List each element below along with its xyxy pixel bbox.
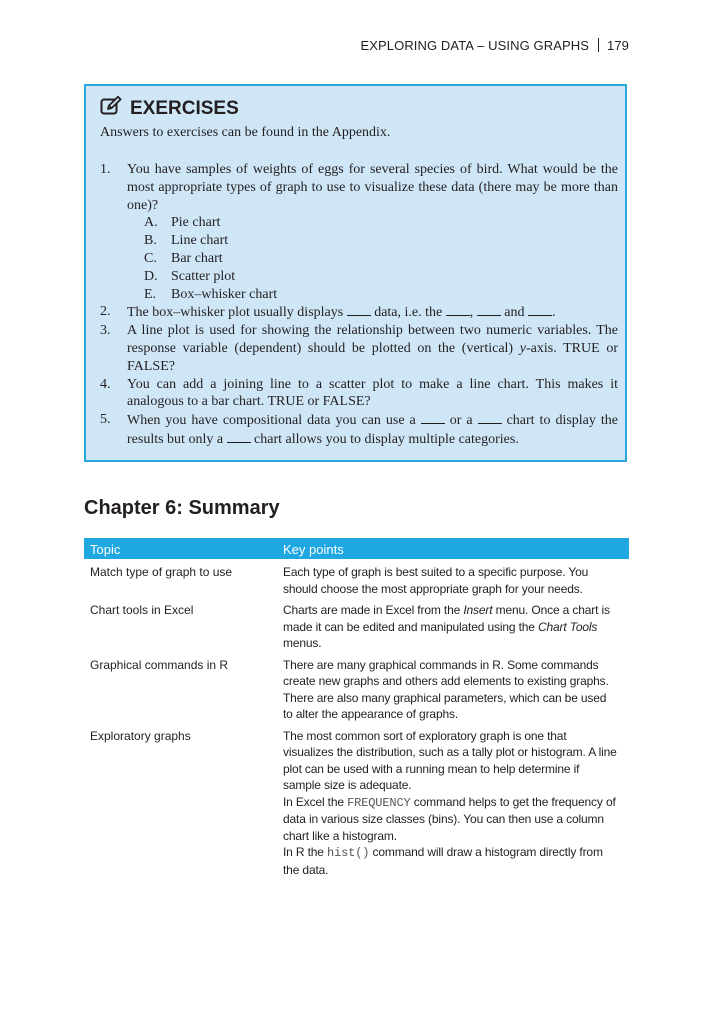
column-header-key-points: Key points — [283, 541, 344, 557]
running-head-divider — [598, 38, 599, 52]
exercise-text-part: chart to display the results but only a — [127, 413, 618, 447]
option-a — [144, 214, 618, 232]
exercise-text-part: or a — [444, 413, 478, 429]
row-key-points: There are many graphical commands in R. Some commands create new graphs and others add elements to existing graphs. There are also many graphical parameters, which can be used to alter the appearance of graphs. — [283, 657, 609, 721]
fill-in-blank — [421, 411, 445, 424]
exercise-item-2 — [100, 303, 618, 322]
key-points-text: Charts are made in Excel from the — [283, 603, 464, 617]
menu-name-chart-tools: Chart Tools — [537, 619, 598, 634]
option-d — [144, 268, 618, 286]
exercise-text-part: -axis. TRUE or FALSE? — [127, 340, 618, 374]
option-e — [144, 286, 618, 304]
key-points-paragraph — [283, 844, 617, 878]
table-row — [84, 728, 629, 879]
exercise-item-1 — [100, 161, 618, 303]
key-points-text: command helps to get the frequency of data in various size classes (bins). You can then use a column chart like a histogram. — [283, 794, 616, 843]
option-letter: D. — [144, 268, 158, 284]
exercise-text-part: When you have compositional data you can use a — [127, 413, 421, 429]
fill-in-blank — [227, 430, 251, 443]
exercise-text-part: The box–whisker plot usually displays — [127, 305, 347, 321]
pencil-on-paper-icon — [100, 96, 130, 122]
exercise-item-5 — [100, 411, 618, 449]
table-row — [84, 657, 629, 723]
exercise-text-part: . — [551, 305, 556, 321]
exercise-text: You have samples of weights of eggs for several species of bird. What would be the most appropriate types of graph to use to visualize these data (there may be more than one)? — [127, 162, 618, 213]
option-text: Pie chart — [171, 215, 221, 231]
row-key-points — [280, 728, 629, 879]
exercise-options — [127, 214, 618, 303]
option-letter: E. — [144, 286, 157, 302]
option-text: Bar chart — [171, 250, 223, 266]
option-text: Scatter plot — [171, 268, 236, 284]
exercise-list — [100, 161, 618, 449]
row-key-points: Each type of graph is best suited to a specific purpose. You should choose the most appropriate graph for your needs. — [283, 565, 589, 596]
table-row — [84, 602, 629, 652]
exercise-number: 4. — [100, 376, 111, 392]
fill-in-blank — [478, 411, 502, 424]
key-points-text: In Excel the — [283, 794, 348, 809]
column-header-topic: Topic — [90, 541, 121, 557]
fill-in-blank — [528, 303, 552, 316]
row-topic: Graphical commands in R — [90, 657, 229, 672]
row-topic: Match type of graph to use — [90, 565, 233, 579]
exercise-text: You can add a joining line to a scatter plot to make a line chart. This makes it analogous to a bar chart. TRUE or FALSE? — [127, 376, 618, 410]
exercise-item-4 — [100, 376, 618, 412]
running-head-section: EXPLORING DATA – USING GRAPHS — [360, 38, 589, 53]
code-frequency: FREQUENCY — [347, 795, 411, 810]
exercise-number: 1. — [100, 162, 111, 177]
fill-in-blank — [347, 303, 371, 316]
key-points-text: menu. Once a chart is made it can be edited and manipulated using the — [283, 603, 610, 634]
key-points-text: In R the — [283, 845, 328, 859]
fill-in-blank — [477, 303, 501, 316]
exercises-heading — [100, 96, 239, 122]
option-c — [144, 250, 618, 268]
running-head — [360, 38, 629, 53]
exercise-text-part: , — [469, 305, 477, 321]
exercise-item-3 — [100, 322, 618, 375]
code-hist: hist() — [327, 846, 370, 860]
exercise-number: 2. — [100, 304, 111, 320]
exercises-title: EXERCISES — [130, 98, 239, 119]
row-topic: Chart tools in Excel — [90, 603, 194, 617]
axis-variable: y — [519, 340, 526, 356]
key-points-text: menus. — [283, 636, 322, 650]
exercise-number: 5. — [100, 412, 111, 428]
fill-in-blank — [446, 303, 470, 316]
exercises-intro: Answers to exercises can be found in the Appendix. — [100, 125, 391, 140]
exercises-box — [84, 84, 627, 462]
exercise-text-part: chart allows you to display multiple categories. — [250, 431, 519, 447]
option-letter: B. — [144, 233, 157, 249]
exercise-text-part: data, i.e. the — [370, 305, 446, 321]
option-text: Line chart — [171, 233, 229, 249]
key-points-paragraph: The most common sort of exploratory graph is one that visualizes the distribution, such as a tally plot or histogram. A line plot can be used with a running mean to help determine if sample size is adequate. — [283, 728, 617, 792]
table-row — [84, 564, 629, 597]
option-letter: C. — [144, 250, 157, 266]
exercise-text-part: A line plot is used for showing the relationship between two numeric variables. The response variable (dependent) should be plotted on the (vertical) — [127, 323, 618, 356]
option-text: Box–whisker chart — [171, 286, 278, 302]
option-b — [144, 232, 618, 250]
table-header-row — [84, 538, 629, 559]
exercise-number: 3. — [100, 323, 111, 339]
row-topic: Exploratory graphs — [90, 728, 191, 743]
row-key-points — [280, 602, 629, 652]
chapter-summary-title: Chapter 6: Summary — [84, 497, 280, 519]
option-letter: A. — [144, 215, 158, 231]
page-number: 179 — [607, 38, 629, 53]
exercise-text-part: and — [500, 305, 528, 321]
summary-table — [84, 538, 629, 878]
key-points-text: command will draw a histogram directly from the data. — [283, 845, 603, 877]
key-points-paragraph — [283, 794, 617, 845]
menu-name-insert: Insert — [463, 603, 493, 617]
